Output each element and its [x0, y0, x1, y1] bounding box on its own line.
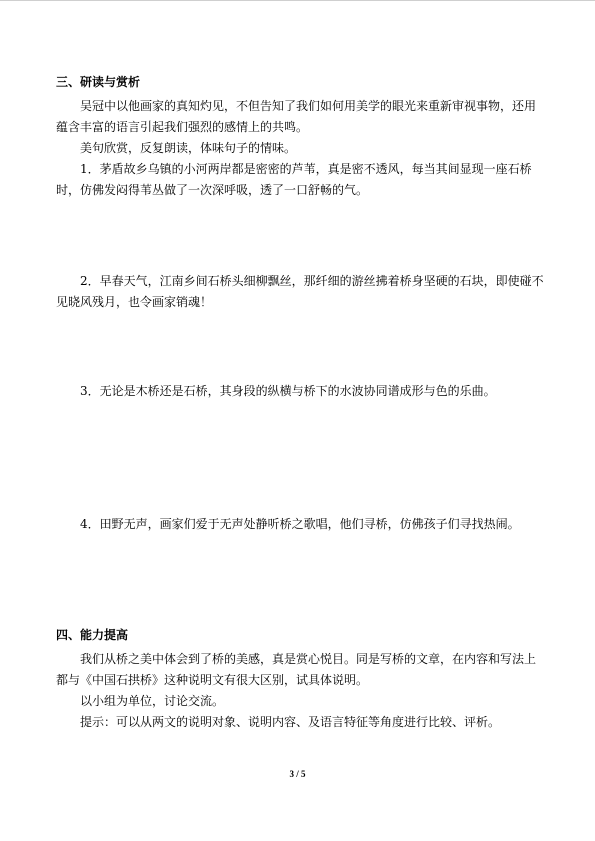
question-2-line-2: 见晓风残月，也令画家销魂！: [56, 295, 213, 309]
question-1-line-1: 1．茅盾故乡乌镇的小河两岸都是密密的芦苇，真是密不透风，每当其间显现一座石桥: [80, 162, 532, 176]
document-body: [56, 72, 544, 733]
section-4-heading: 四、能力提高: [56, 628, 129, 642]
section-3-instruction: 美句欣赏，反复朗读，体味句子的情味。: [80, 141, 297, 155]
section-3-intro-line-1: 吴冠中以他画家的真知灼见，不但告知了我们如何用美学的眼光来重新审视事物，还用: [80, 99, 537, 113]
section-4-paragraph-1-line-2: 都与《中国石拱桥》这种说明文有很大区别，试具体说明。: [56, 673, 369, 687]
question-4: 4．田野无声，画家们爱于无声处静听桥之歌唱，他们寻桥，仿佛孩子们寻找热闹。: [80, 517, 520, 531]
section-4-paragraph-1-line-1: 我们从桥之美中体会到了桥的美感，真是赏心悦目。同是写桥的文章，在内容和写法上: [80, 652, 537, 666]
section-3-intro-line-2: 蕴含丰富的语言引起我们强烈的感情上的共鸣。: [56, 120, 309, 134]
section-4-hint: 提示：可以从两文的说明对象、说明内容、及语言特征等角度进行比较、评析。: [80, 715, 501, 729]
question-1-line-2: 时，仿佛发闷得苇丛做了一次深呼吸，透了一口舒畅的气。: [56, 183, 369, 197]
page-top-border: [0, 0, 595, 1]
question-2-line-1: 2．早春天气，江南乡间石桥头细柳飘丝，那纤细的游丝拂着桥身坚硬的石块，即使碰不: [80, 274, 544, 288]
question-3: 3．无论是木桥还是石桥，其身段的纵横与桥下的水波协同谱成形与色的乐曲。: [80, 384, 496, 398]
section-4-paragraph-2: 以小组为单位，讨论交流。: [80, 694, 225, 708]
section-3-heading: 三、研读与赏析: [56, 75, 141, 89]
page-number: 3 / 5: [289, 769, 306, 779]
